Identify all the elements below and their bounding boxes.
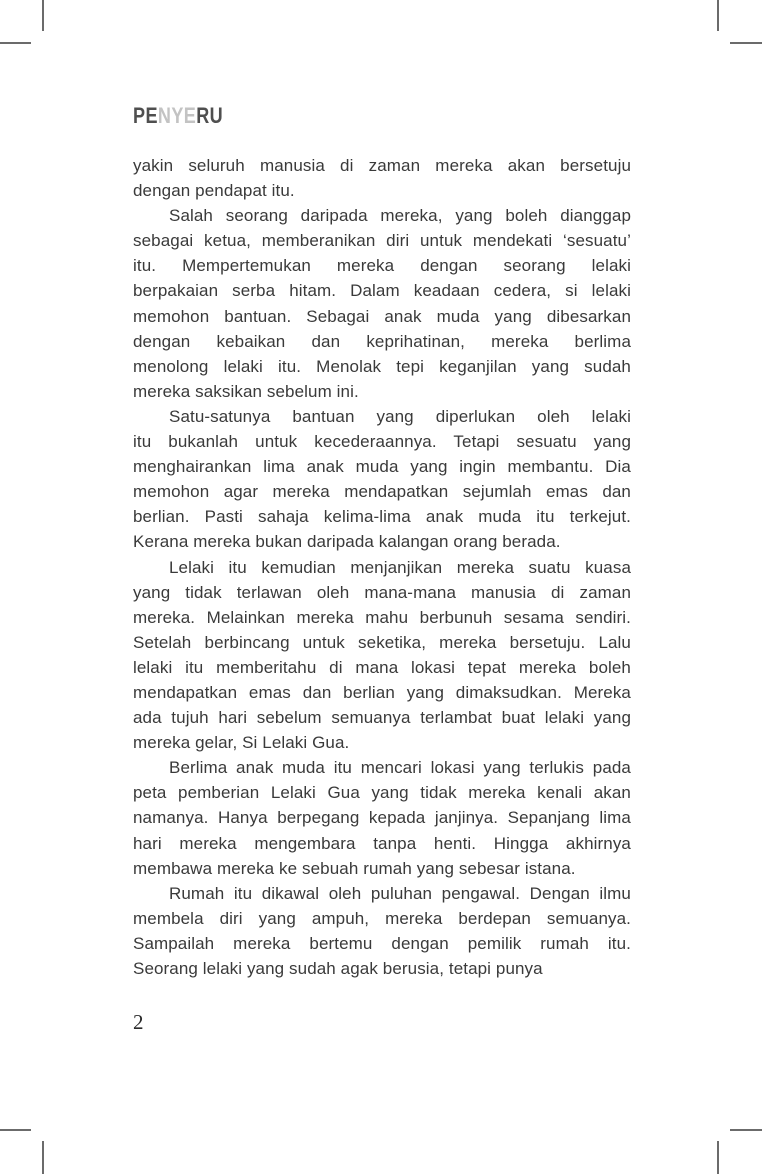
text-line: itu bukanlah untuk kecederaannya. Tetapi sesuatu yang [133,432,631,452]
text-line: membela diri yang ampuh, mereka berdepan semuanya. [133,908,631,928]
text-line: mendapatkan emas dan berlian yang dimaksudkan. Mereka [133,682,631,702]
text-line: yang tidak terlawan oleh mana-mana manusia di zaman [133,582,631,602]
text-line: dengan kebaikan dan keprihatinan, mereka berlima [133,331,631,351]
crop-mark-bottom-left-horizontal [0,1129,31,1131]
text-line: Satu-satunya bantuan yang diperlukan oleh lelaki [169,406,631,426]
text-line: Seorang lelaki yang sudah agak berusia, tetapi punya [133,959,543,978]
crop-mark-top-right-vertical [717,0,719,31]
running-title-segment: RU [196,103,224,128]
text-line: Setelah berbincang untuk seketika, mereka bersetuju. Lalu [133,632,631,652]
text-line: peta pemberian Lelaki Gua yang tidak mereka kenali akan [133,783,631,803]
text-line: yakin seluruh manusia di zaman mereka akan bersetuju [133,156,631,175]
text-line: Salah seorang daripada mereka, yang boleh dianggap [169,206,631,226]
text-line: memohon bantuan. Sebagai anak muda yang dibesarkan [133,306,631,326]
text-line: mereka. Melainkan mereka mahu berbunuh sesama sendiri. [133,607,631,627]
running-title-segment: NYE [157,103,197,128]
crop-mark-bottom-left-vertical [42,1141,44,1174]
text-line: mereka saksikan sebelum ini. [133,381,359,401]
text-line: lelaki itu memberitahu di mana lokasi tepat mereka boleh [133,657,631,677]
text-line: hari mereka mengembara tanpa henti. Hingga akhirnya [133,833,631,853]
running-title [133,103,223,129]
text-line: sebagai ketua, memberanikan diri untuk mendekati ‘sesuatu’ [133,231,631,251]
crop-mark-top-right-horizontal [730,42,762,44]
crop-mark-bottom-right-vertical [717,1141,719,1174]
running-title-segment: PE [133,103,158,128]
text-line: ada tujuh hari sebelum semuanya terlambat buat lelaki yang [133,708,631,728]
text-line: dengan pendapat itu. [133,181,295,201]
text-line: Rumah itu dikawal oleh puluhan pengawal. Dengan ilmu [169,883,631,903]
text-line: berpakaian serba hitam. Dalam keadaan cedera, si lelaki [133,281,631,301]
text-line: itu. Mempertemukan mereka dengan seorang lelaki [133,256,631,276]
text-line: mereka gelar, Si Lelaki Gua. [133,733,350,753]
crop-mark-top-left-vertical [42,0,44,31]
text-line: namanya. Hanya berpegang kepada janjinya. Sepanjang lima [133,808,631,828]
text-line: menolong lelaki itu. Menolak tepi keganjilan yang sudah [133,356,631,376]
crop-mark-bottom-right-horizontal [730,1129,762,1131]
text-line: membawa mereka ke sebuah rumah yang sebesar istana. [133,858,576,878]
crop-mark-top-left-horizontal [0,42,31,44]
text-line: Berlima anak muda itu mencari lokasi yang terlukis pada [169,758,631,778]
text-line: Kerana mereka bukan daripada kalangan orang berada. [133,532,561,552]
page-number: 2 [133,1010,144,1034]
text-line: berlian. Pasti sahaja kelima-lima anak muda itu terkejut. [133,507,631,527]
text-line: Sampailah mereka bertemu dengan pemilik rumah itu. [133,933,631,953]
text-line: menghairankan lima anak muda yang ingin membantu. Dia [133,457,631,477]
page-body-text [133,153,631,981]
text-line: memohon agar mereka mendapatkan sejumlah emas dan [133,482,631,502]
text-line: Lelaki itu kemudian menjanjikan mereka suatu kuasa [169,557,631,577]
